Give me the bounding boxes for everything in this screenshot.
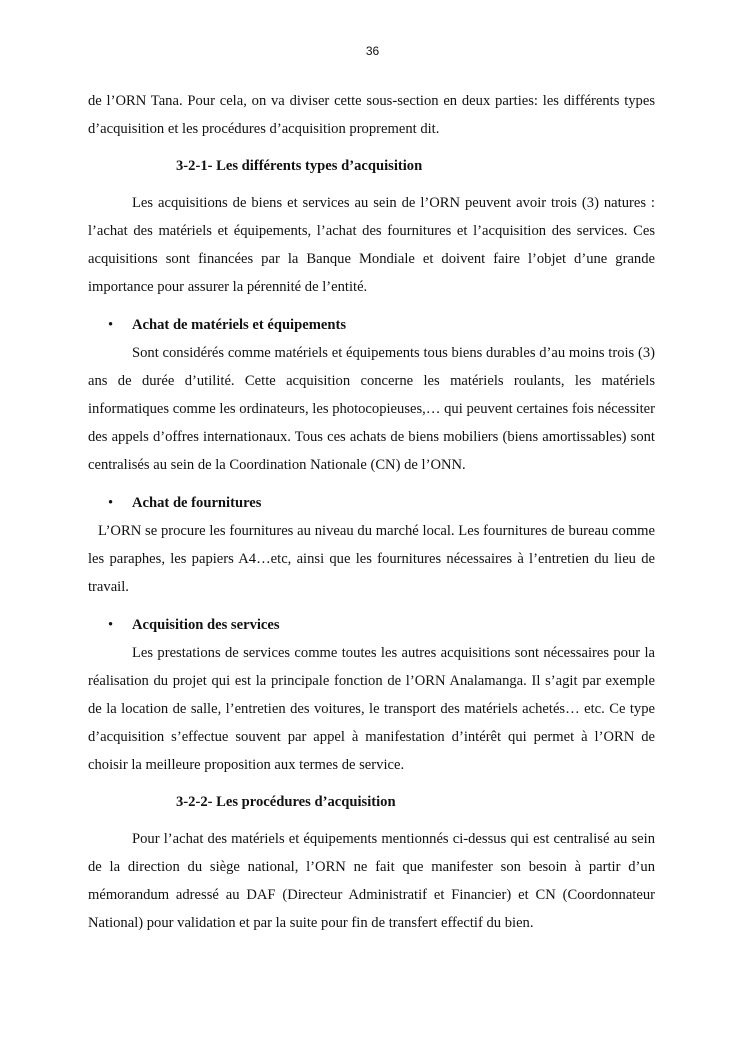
paragraph-services: Les prestations de services comme toutes les autres acquisitions sont nécessaires pour la réalisation du projet qui est la principale fonction de l’ORN Analamanga. Il s’agit par exemple de la location de salle, l’entretien des voitures, le transport des matériels achetés… etc. Ce type d’acquisition s’effectue souvent par appel à manifestation d’intérêt qui permet à l’ORN de choisir la meilleure proposition aux termes de service.	[88, 645, 655, 773]
bullet-icon: •	[108, 495, 114, 511]
paragraph-materiels: Sont considérés comme matériels et équipements tous biens durables d’au moins trois (3) ans de durée d’utilité. Cette acquisition concerne les matériels roulants, les matériels informatiques comme les ordinateurs, les photocopieuses,… qui peuvent certaines fois nécessiter des appels d’offres internationaux. Tous ces achats de biens mobiliers (biens amortissables) sont centralisés au sein de la Coordination Nationale (CN) de l’ONN.	[88, 345, 655, 473]
heading-3-2-2: 3-2-2- Les procédures d’acquisition	[176, 794, 396, 810]
bullet-heading-fournitures	[88, 489, 655, 517]
paragraph-fournitures: L’ORN se procure les fournitures au niveau du marché local. Les fournitures de bureau comme les paraphes, les papiers A4…etc, ainsi que les fournitures nécessaires à l’entretien du lieu de travail.	[88, 523, 655, 595]
paragraph-types-intro: Les acquisitions de biens et services au sein de l’ORN peuvent avoir trois (3) natures : l’achat des matériels et équipements, l’achat des fournitures et l’acquisition des services. Ces acquisitions sont financées par la Banque Mondiale et doivent faire l’objet d’une grande importance pour assurer la pérennité de l’entité.	[88, 195, 655, 295]
bullet-icon: •	[108, 617, 114, 633]
bullet-label-fournitures: Achat de fournitures	[132, 495, 262, 511]
heading-3-2-1: 3-2-1- Les différents types d’acquisition	[176, 158, 423, 174]
paragraph-procedures: Pour l’achat des matériels et équipements mentionnés ci-dessus qui est centralisé au sein de la direction du siège national, l’ORN ne fait que manifester son besoin à partir d’un mémorandum adressé au DAF (Directeur Administratif et Financier) et CN (Coordonnateur National) pour validation et par la suite pour fin de transfert effectif du bien.	[88, 831, 655, 931]
bullet-label-services: Acquisition des services	[132, 617, 280, 633]
bullet-icon: •	[108, 317, 114, 333]
paragraph-intro: de l’ORN Tana. Pour cela, on va diviser cette sous-section en deux parties: les différents types d’acquisition et les procédures d’acquisition proprement dit.	[88, 93, 655, 137]
bullet-heading-materiels	[88, 311, 655, 339]
bullet-heading-services	[88, 611, 655, 639]
bullet-label-materiels: Achat de matériels et équipements	[132, 317, 346, 333]
document-body	[88, 87, 655, 937]
page-number: 36	[365, 44, 380, 58]
